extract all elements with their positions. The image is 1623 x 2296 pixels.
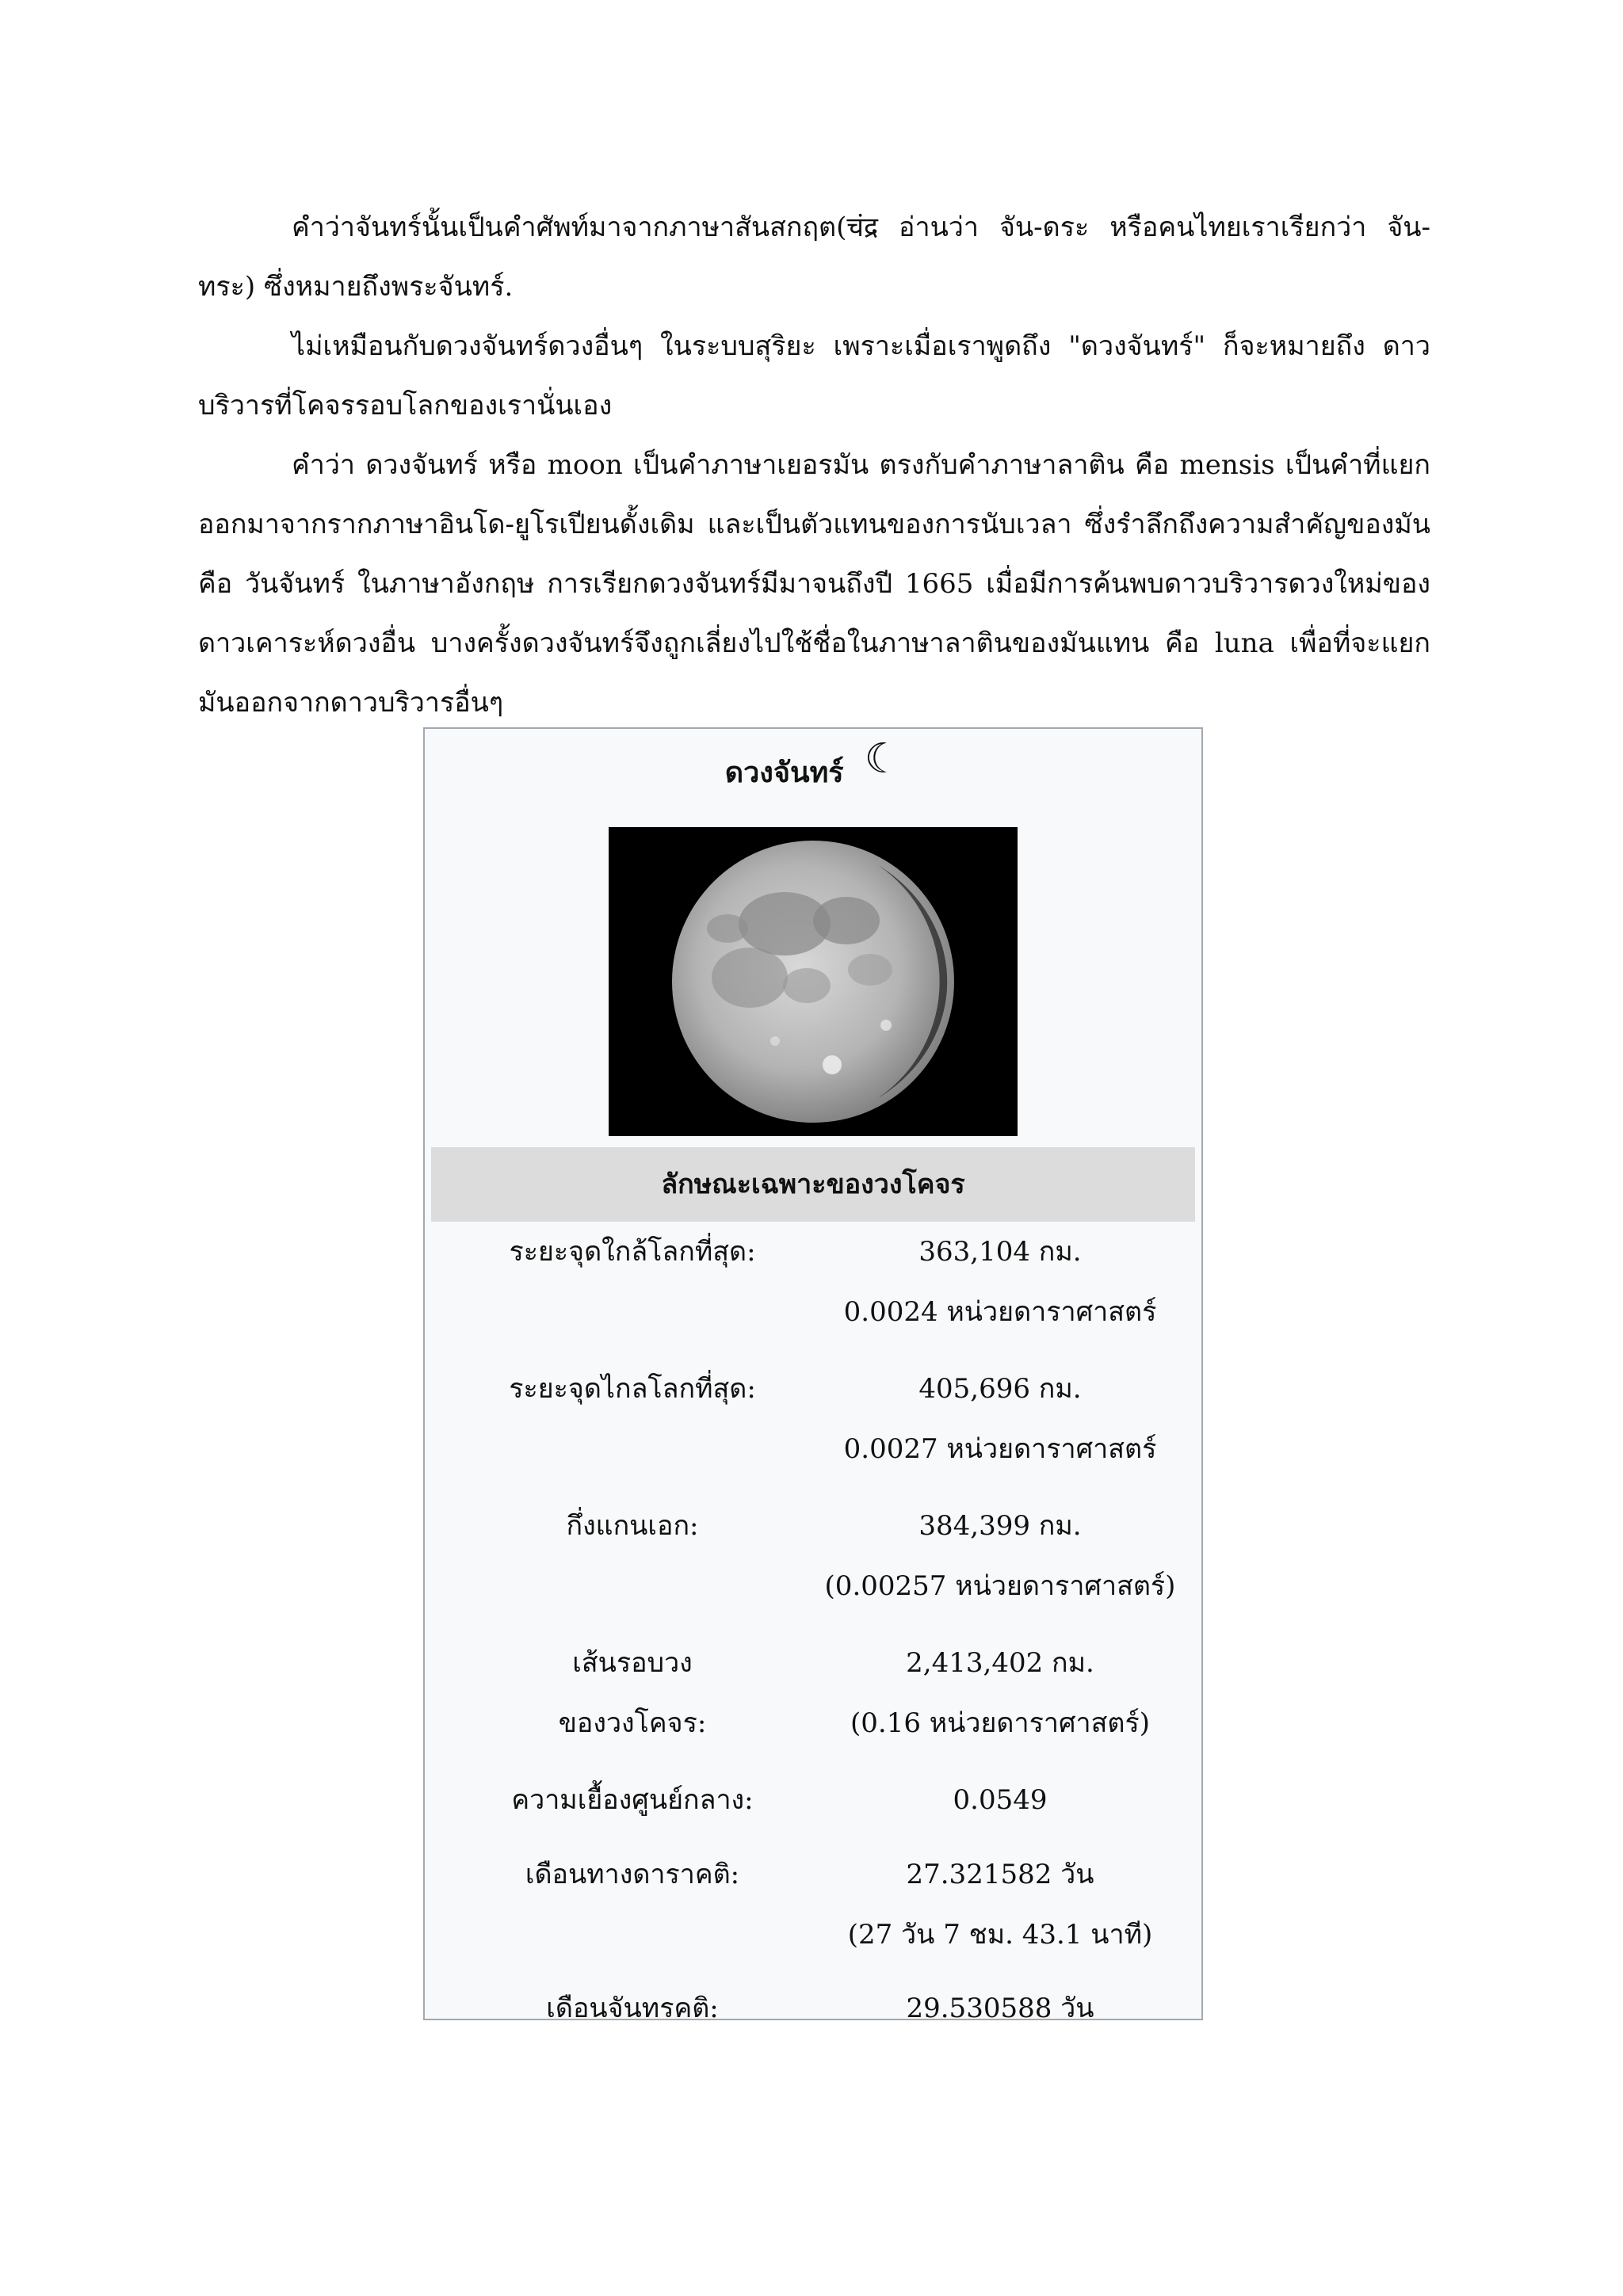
row-value: 29.530588 วัน [906, 1993, 1094, 2024]
row-label: ระยะจุดใกล้โลกที่สุด: [509, 1236, 756, 1268]
paragraph-etymology-sanskrit: คำว่าจันทร์นั้นเป็นคำศัพท์มาจากภาษาสันสกฤต(चंद्र อ่านว่า จัน-ดระ หรือคนไทยเราเรียกว่า จัน-ทระ) ซึ่งหมายถึงพระจันทร์. [198, 212, 1430, 303]
row-value: 2,413,402 กม. (0.16 หน่วยดาราศาสตร์) [850, 1647, 1150, 1739]
row-value: 384,399 กม. (0.00257 หน่วยดาราศาสตร์) [824, 1510, 1176, 1602]
row-value: 363,104 กม. 0.0024 หน่วยดาราศาสตร์ [843, 1236, 1157, 1328]
moon-infobox [423, 727, 1203, 2024]
row-value: 27.321582 วัน (27 วัน 7 ชม. 43.1 นาที) [847, 1859, 1153, 1951]
body-text [198, 198, 1430, 733]
row-label: เส้นรอบวง ของวงโคจร: [558, 1647, 707, 1739]
infobox-title-text: ดวงจันทร์ [724, 756, 844, 789]
moon-symbol-icon: ☾ [864, 735, 902, 783]
row-label: ระยะจุดไกลโลกที่สุด: [509, 1373, 756, 1405]
row-label: กึ่งแกนเอก: [566, 1510, 699, 1542]
row-value: 0.0549 [953, 1784, 1048, 1816]
row-label: เดือนทางดาราคติ: [525, 1859, 740, 1890]
row-label: เดือนจันทรคติ: [546, 1993, 719, 2024]
moon-photo-graphic [609, 827, 1018, 1136]
paragraph-earth-satellite: ไม่เหมือนกับดวงจันทร์ดวงอื่นๆ ในระบบสุริยะ เพราะเมื่อเราพูดถึง "ดวงจันทร์" ก็จะหมายถึง ดาวบริวารที่โคจรรอบโลกของเรานั่นเอง [198, 330, 1430, 421]
paragraph-etymology-moon: คำว่า ดวงจันทร์ หรือ moon เป็นคำภาษาเยอรมัน ตรงกับคำภาษาลาติน คือ mensis เป็นคำที่แยกออกมาจากรากภาษาอินโด-ยูโรเปียนดั้งเดิม และเป็นตัวแทนของการนับเวลา ซึ่งรำลึกถึงความสำคัญของมัน คือ วันจันทร์ ในภาษาอังกฤษ การเรียกดวงจันทร์มีมาจนถึงปี 1665 เมื่อมีการค้นพบดาวบริวารดวงใหม่ของดาวเคาระห์ดวงอื่น บางครั้งดวงจันทร์จึงถูกเลี่ยงไปใช้ชื่อในภาษาลาตินของมันแทน คือ luna เพื่อที่จะแยกมันออกจากดาวบริวารอื่นๆ [198, 449, 1430, 719]
infobox-title [425, 735, 1201, 796]
moon-image [609, 827, 1018, 1136]
row-label: ความเยื้องศูนย์กลาง: [511, 1784, 754, 1816]
row-value: 405,696 กม. 0.0027 หน่วยดาราศาสตร์ [843, 1373, 1157, 1465]
orbit-section-header: ลักษณะเฉพาะของวงโคจร [431, 1147, 1195, 1222]
